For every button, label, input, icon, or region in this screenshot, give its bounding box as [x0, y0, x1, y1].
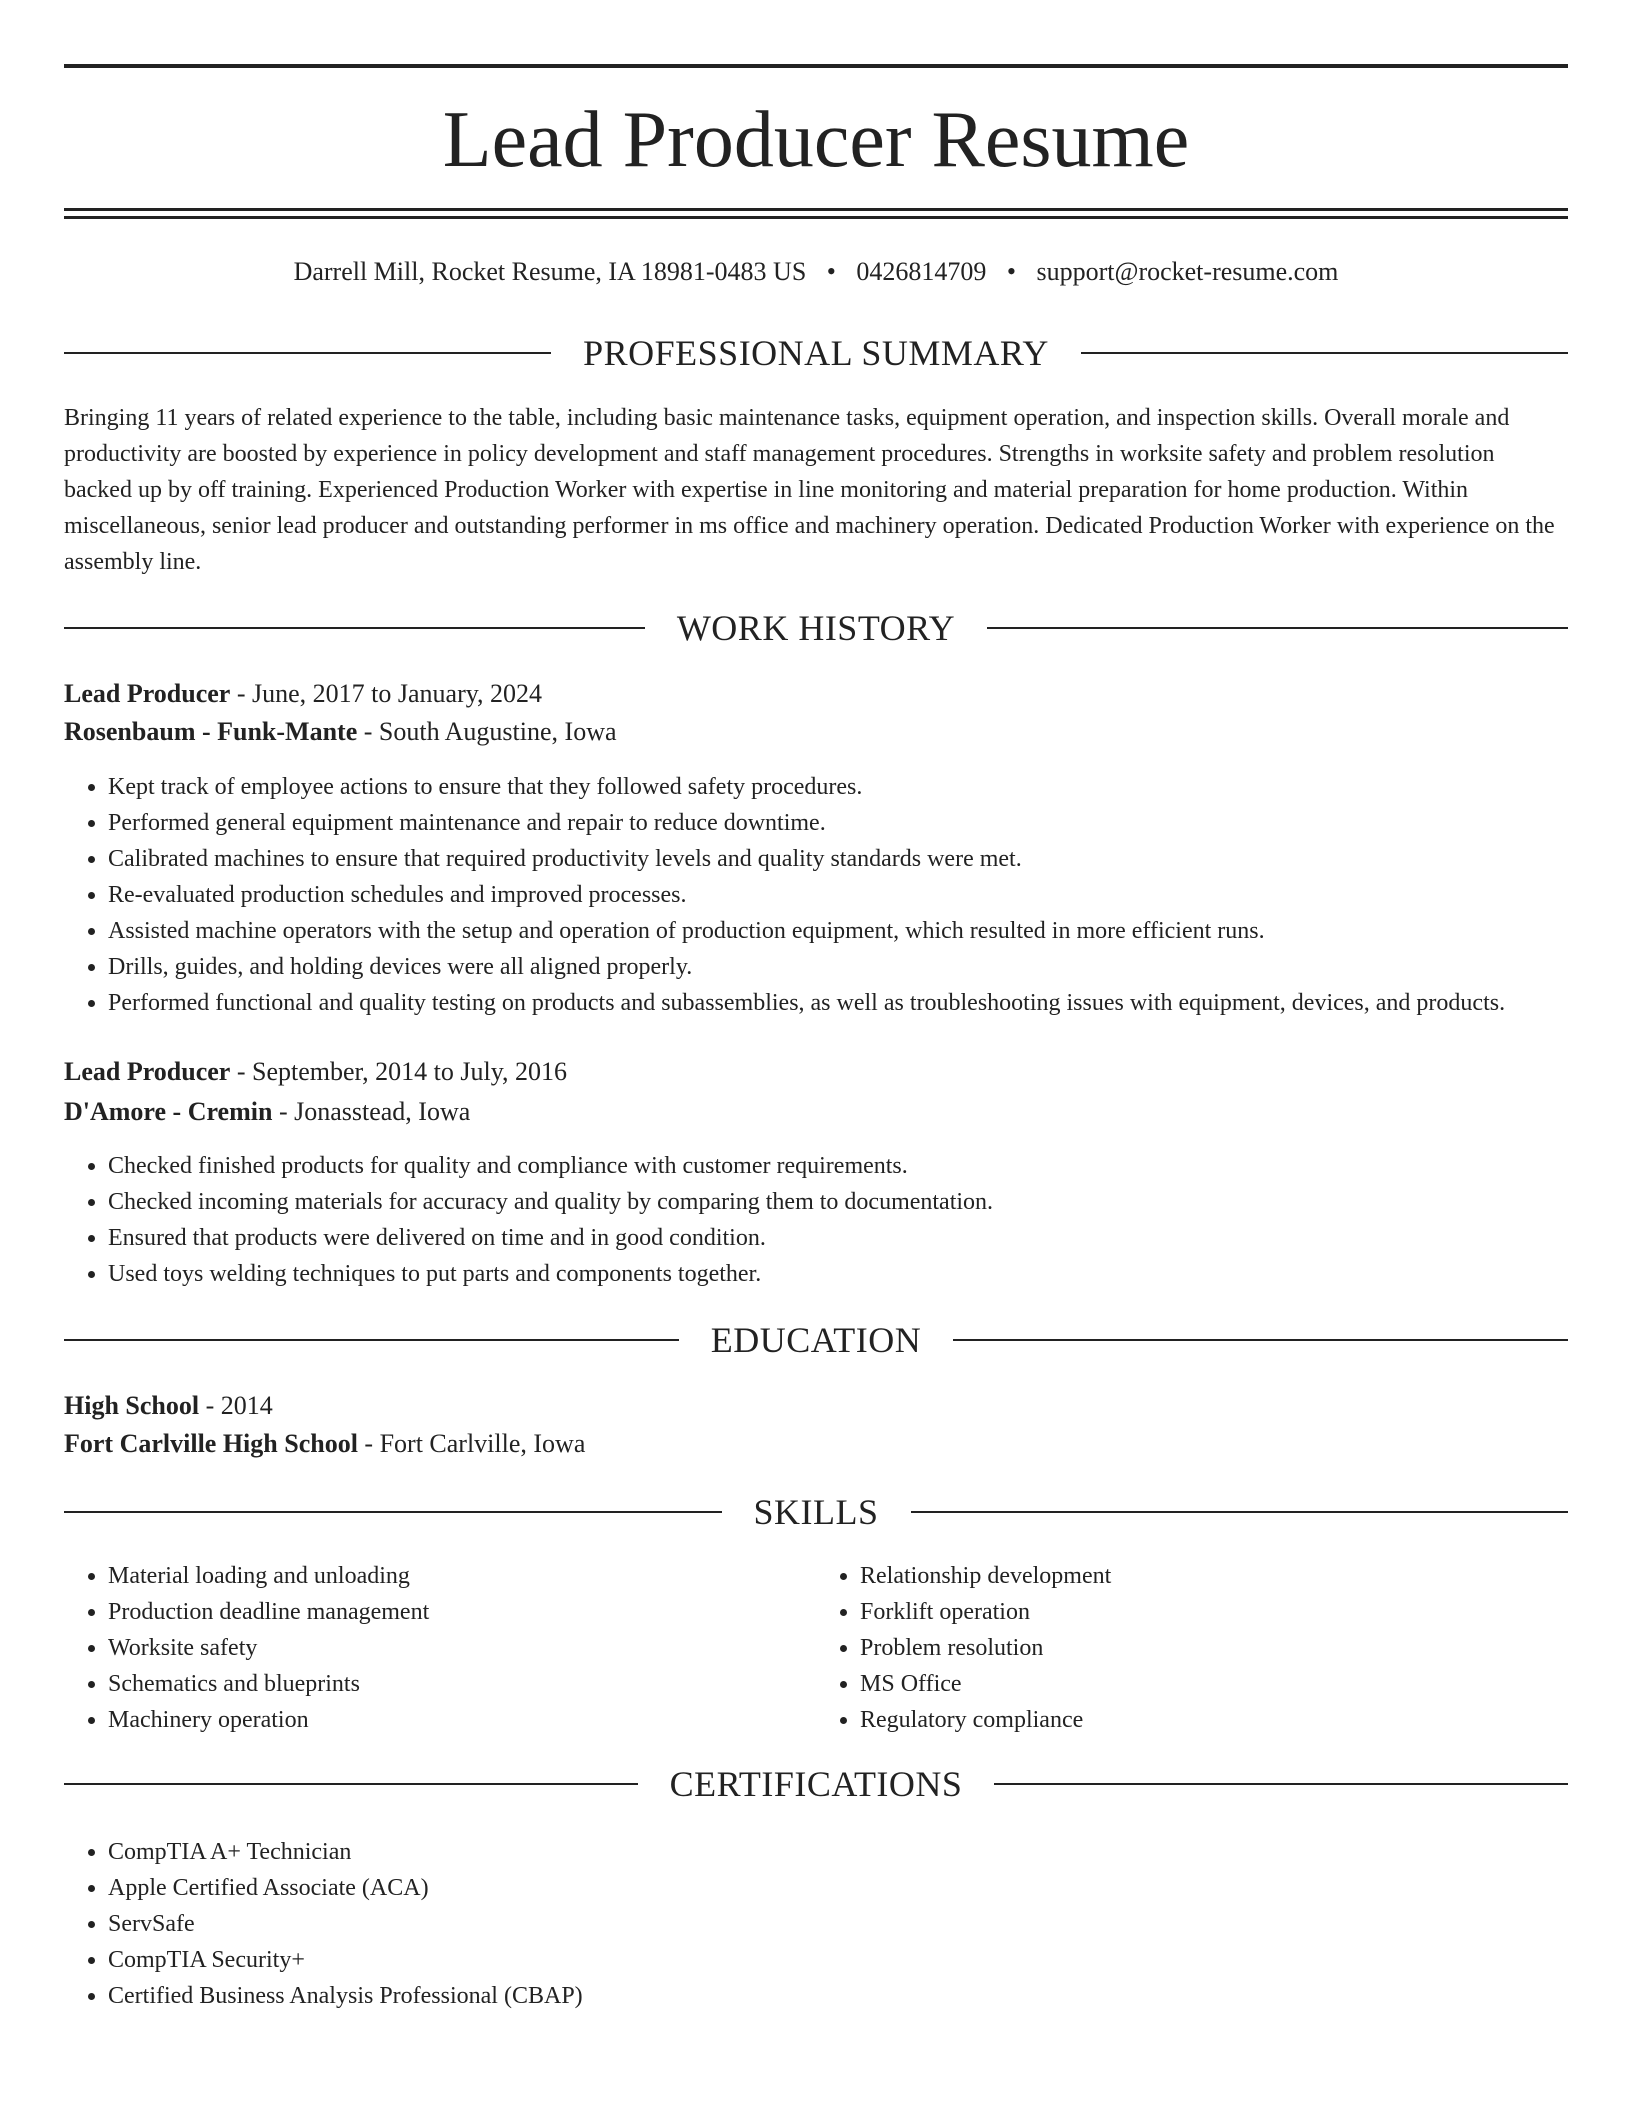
section-title: PROFESSIONAL SUMMARY	[583, 333, 1049, 373]
list-item: • Regulatory compliance	[860, 1702, 1568, 1738]
list-item: • Problem resolution	[860, 1630, 1568, 1666]
list-item: • Calibrated machines to ensure that required productivity levels and quality standards were met.	[108, 841, 1592, 877]
contact-line	[64, 254, 1568, 290]
list-item: • Kept track of employee actions to ensure that they followed safety procedures.	[108, 769, 1592, 805]
heading-rule	[64, 1511, 722, 1513]
certifications-list	[64, 1834, 1592, 2014]
job-company-line	[64, 1094, 1568, 1130]
education-school: Fort Carlville High School	[64, 1429, 358, 1458]
title-double-rule	[64, 208, 1568, 219]
job-dates: - September, 2014 to July, 2016	[230, 1057, 568, 1086]
section-heading-work	[64, 608, 1568, 648]
section-heading-skills	[64, 1492, 1568, 1532]
job-company-line	[64, 714, 1568, 750]
contact-separator: •	[826, 257, 836, 286]
list-item: • Used toys welding techniques to put parts and components together.	[108, 1256, 1592, 1292]
job-company: D'Amore - Cremin	[64, 1097, 273, 1126]
job-title: Lead Producer	[64, 1057, 231, 1086]
skills-list-right	[816, 1558, 1568, 1738]
contact-phone: 0426814709	[856, 257, 987, 286]
contact-separator: •	[1006, 257, 1016, 286]
heading-rule	[994, 1783, 1568, 1785]
list-item: • Assisted machine operators with the setup and operation of production equipment, which resulted in more efficient runs.	[108, 913, 1592, 949]
list-item: • Material loading and unloading	[108, 1558, 816, 1594]
list-item: • Apple Certified Associate (ACA)	[108, 1870, 1592, 1906]
section-heading-education	[64, 1320, 1568, 1360]
skills-columns	[64, 1558, 1568, 1738]
education-year: - 2014	[199, 1391, 273, 1420]
job-location: - South Augustine, Iowa	[357, 717, 617, 746]
list-item: • Checked finished products for quality and compliance with customer requirements.	[108, 1148, 1592, 1184]
job-title: Lead Producer	[64, 679, 231, 708]
section-heading-summary	[64, 333, 1568, 373]
skills-list-left	[64, 1558, 816, 1738]
list-item: • Certified Business Analysis Professional (CBAP)	[108, 1978, 1592, 2014]
list-item: • Drills, guides, and holding devices were all aligned properly.	[108, 949, 1592, 985]
education-location: - Fort Carlville, Iowa	[357, 1429, 586, 1458]
section-title: WORK HISTORY	[676, 608, 956, 648]
list-item: • ServSafe	[108, 1906, 1592, 1942]
section-title: EDUCATION	[710, 1320, 922, 1360]
heading-rule	[64, 352, 551, 354]
list-item: • Performed functional and quality testing on products and subassemblies, as well as troubleshooting issues with equipment, devices, and products.	[108, 985, 1592, 1021]
list-item: • Schematics and blueprints	[108, 1666, 816, 1702]
list-item: • Production deadline management	[108, 1594, 816, 1630]
heading-rule	[1081, 352, 1568, 354]
list-item: • Ensured that products were delivered on time and in good condition.	[108, 1220, 1592, 1256]
list-item: • Machinery operation	[108, 1702, 816, 1738]
job-bullets	[64, 769, 1592, 1021]
section-title: CERTIFICATIONS	[669, 1764, 963, 1804]
job-title-line	[64, 1054, 1568, 1090]
top-rule	[64, 64, 1568, 68]
section-heading-certifications	[64, 1764, 1568, 1804]
heading-rule	[64, 1339, 679, 1341]
list-item: • CompTIA Security+	[108, 1942, 1592, 1978]
education-degree-line	[64, 1388, 1568, 1424]
list-item: • MS Office	[860, 1666, 1568, 1702]
heading-rule	[64, 1783, 638, 1785]
contact-address: Darrell Mill, Rocket Resume, IA 18981-0483 US	[293, 257, 807, 286]
job-title-line	[64, 676, 1568, 712]
education-degree: High School	[64, 1391, 200, 1420]
contact-email: support@rocket-resume.com	[1036, 257, 1339, 286]
job-dates: - June, 2017 to January, 2024	[230, 679, 543, 708]
list-item: • Performed general equipment maintenance and repair to reduce downtime.	[108, 805, 1592, 841]
list-item: • Re-evaluated production schedules and improved processes.	[108, 877, 1592, 913]
heading-rule	[953, 1339, 1568, 1341]
heading-rule	[987, 627, 1568, 629]
summary-text: Bringing 11 years of related experience to the table, including basic maintenance tasks, equipment operation, and inspection skills. Overall morale and productivity are boosted by experience in policy development and staff management procedures. Strengths in worksite safety and problem resolution backed up by off training. Experienced Production Worker with expertise in line monitoring and material preparation for home production. Within miscellaneous, senior lead producer and outstanding performer in ms office and machinery operation. Dedicated Production Worker with experience on the assembly line.	[64, 405, 1555, 575]
list-item: • CompTIA A+ Technician	[108, 1834, 1592, 1870]
section-title: SKILLS	[753, 1492, 879, 1532]
list-item: • Relationship development	[860, 1558, 1568, 1594]
list-item: • Worksite safety	[108, 1630, 816, 1666]
resume-title: Lead Producer Resume	[442, 96, 1190, 184]
list-item: • Forklift operation	[860, 1594, 1568, 1630]
job-location: - Jonasstead, Iowa	[272, 1097, 471, 1126]
job-company: Rosenbaum - Funk-Mante	[64, 717, 358, 746]
heading-rule	[64, 627, 645, 629]
heading-rule	[911, 1511, 1569, 1513]
job-bullets	[64, 1148, 1592, 1292]
list-item: • Checked incoming materials for accuracy and quality by comparing them to documentation.	[108, 1184, 1592, 1220]
education-school-line	[64, 1426, 1568, 1462]
